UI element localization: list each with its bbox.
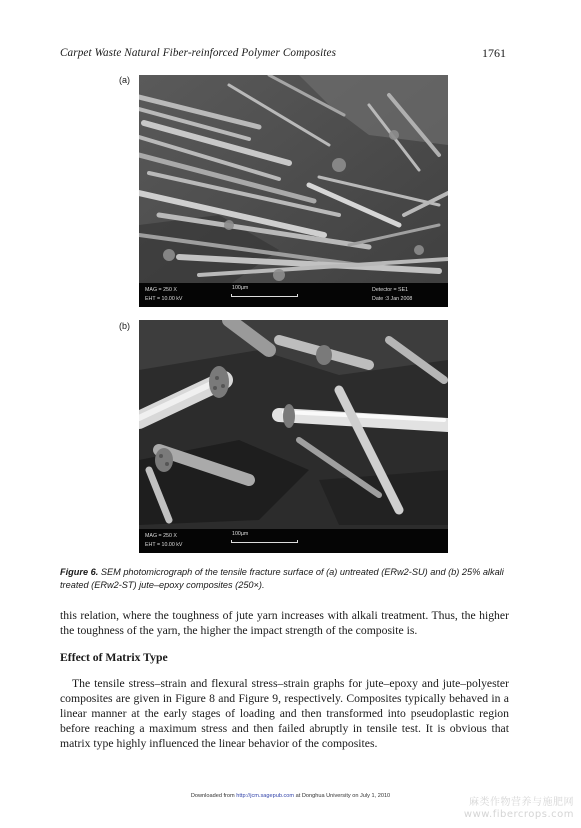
scale-label: 100µm	[232, 285, 249, 291]
running-title: Carpet Waste Natural Fiber-reinforced Polymer Composites	[60, 47, 337, 59]
scale-bar	[231, 294, 298, 297]
paragraph-text: The tensile stress–strain and flexural stress–strain graphs for jute–epoxy and jute–polyester composites are given in Figure 8 and Figure 9, respectively. Composites typically behaved in a linear manner at the early stages of loading and then transformed into pseudoplastic region before reaching a maximum stress and then failed abruptly in tensile test. It is obvious that matrix type highly influenced the linear behavior of the composites.	[60, 677, 509, 750]
body-paragraph	[60, 676, 509, 751]
caption-label: Figure 6.	[60, 567, 99, 577]
watermark	[456, 797, 574, 821]
footer-link[interactable]: http://jcm.sagepub.com	[236, 793, 295, 799]
eht-label: EHT = 10.00 kV	[145, 542, 183, 548]
panel-label-b: (b)	[119, 321, 130, 331]
eht-label: EHT = 10.00 kV	[145, 296, 183, 302]
watermark-line-2: www.fibercrops.com	[463, 809, 574, 820]
sem-info-bar-a	[139, 283, 448, 307]
date-label: Date :3 Jan 2008	[372, 296, 413, 302]
magnification-label: MAG = 250 X	[145, 533, 177, 539]
footer-suffix: at Donghua University on July 1, 2010	[294, 793, 391, 799]
section-heading: Effect of Matrix Type	[60, 651, 168, 664]
detector-label: Detector = SE1	[372, 287, 409, 293]
paragraph-text: this relation, where the toughness of jute yarn increases with alkali treatment. Thus, the higher the toughness of the yarn, the higher the impact strength of the composite is.	[60, 609, 509, 637]
sem-micrograph-b	[139, 320, 448, 553]
scale-label: 100µm	[232, 531, 249, 537]
footer-prefix: Downloaded from	[190, 793, 237, 799]
sem-image-a	[139, 75, 448, 307]
figure-caption	[60, 566, 515, 592]
magnification-label: MAG = 250 X	[145, 287, 177, 293]
sem-micrograph-a	[139, 75, 448, 307]
watermark-line-1: 麻类作物营养与施肥网	[469, 797, 574, 808]
body-paragraph	[60, 608, 509, 638]
scale-bar	[231, 540, 298, 543]
caption-text: SEM photomicrograph of the tensile fracture surface of (a) untreated (ERw2-SU) and (b) 25% alkali treated (ERw2-ST) jute–epoxy composites (250×).	[60, 567, 504, 590]
panel-label-a: (a)	[119, 75, 130, 85]
sem-info-bar-b	[139, 529, 448, 553]
page-number: 1761	[482, 46, 506, 60]
sem-image-b	[139, 320, 448, 553]
